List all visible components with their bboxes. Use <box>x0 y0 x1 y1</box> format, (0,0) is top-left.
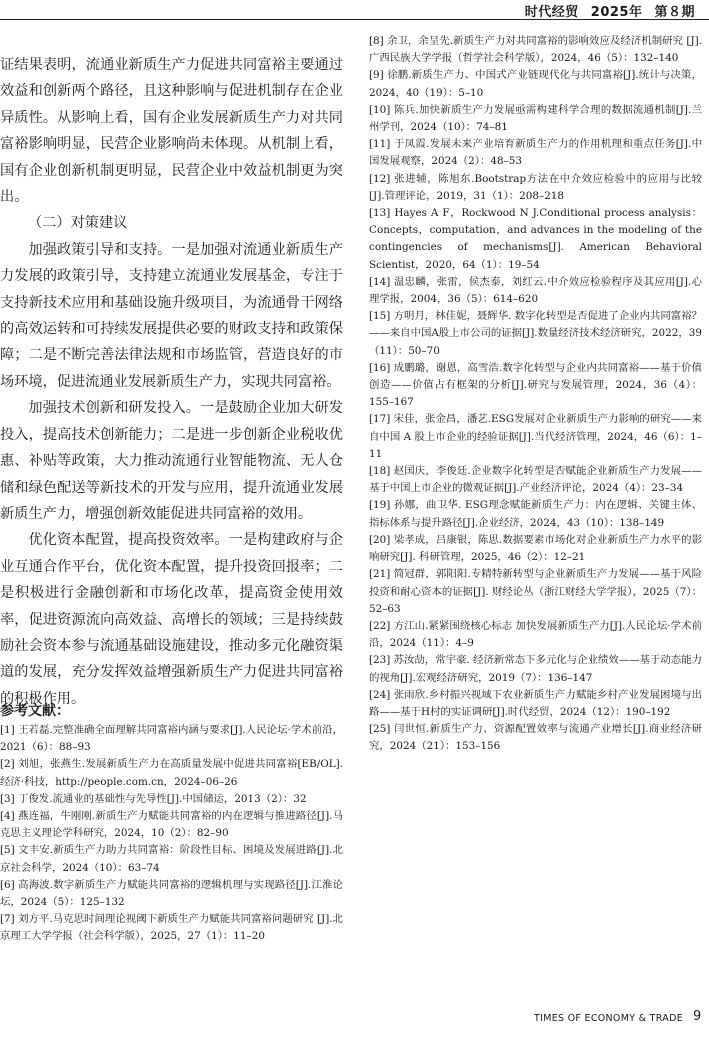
section-subheading: （二）对策建议 <box>28 215 128 232</box>
reference-item: [15] 方明月，林佳妮，聂辉华. 数字化转型是否促进了企业内共同富裕？——来自中国A股上市公司的证据[J].数量经济技术经济研究，2022，39（11）：50–70 <box>369 310 702 357</box>
journal-year: 2025年 <box>590 5 643 20</box>
reference-item: [9] 徐鹏.新质生产力、中国式产业链现代化与共同富裕[J].统计与决策，2024，40（19）：5–10 <box>369 69 702 99</box>
reference-item: [25] 闫世恒.新质生产力、资源配置效率与流通产业增长[J].商业经济研究，2024（21）：153–156 <box>369 723 702 753</box>
reference-item: [4] 燕连福，牛刚刚.新质生产力赋能共同富裕的内在逻辑与推进路径[J].马克思主义理论学科研究，2024，10（2）：82–90 <box>0 810 343 840</box>
reference-item: [6] 高海波.数字新质生产力赋能共同富裕的逻辑机理与实现路径[J].江淮论坛，2024（5）：125–132 <box>0 878 343 909</box>
reference-item: [3] 丁俊发.流通业的基础性与先导性[J].中国储运，2013（2）：32 <box>0 792 307 805</box>
body-paragraph-2: 加强政策引导和支持。一是加强对流通业新质生产力发展的政策引导，支持建立流通业发展基金，专注于支持新技术应用和基础设施升级项目，为流通骨干网络的高效运转和可持续发展提供必要的财政支持和政策保障；二是不断完善法律法规和市场监管，营造良好的市场环境，促进流通业发展新质生产力，实现共同富裕。 <box>0 241 343 390</box>
journal-header <box>513 1 695 20</box>
reference-item: [10] 陈兵.加快新质生产力发展亟需构建科学合理的数据流通机制[J].兰州学刊，2024（10）：74–81 <box>369 103 702 134</box>
left-column <box>0 52 353 712</box>
page-header <box>0 0 709 20</box>
reference-item: [16] 成鹏璐，谢恩，高雪浩.数字化转型与企业内共同富裕——基于价值创造——价值占有框架的分析[J].研究与发展管理，2024，36（4）：155–167 <box>369 361 702 409</box>
reference-item: [14] 温忠麟，张雷，侯杰泰，刘红云.中介效应检验程序及其应用[J].心理学报，2004，36（5）：614–620 <box>369 275 702 306</box>
reference-item: [23] 苏汝劼，常宇豪. 经济新常态下多元化与企业绩效——基于动态能力的视角[J].宏观经济研究，2019（7）：136–147 <box>369 654 702 684</box>
reference-item: [7] 刘方平.马克思时间理论视阈下新质生产力赋能共同富裕问题研究 [J].北京理工大学学报（社会科学版），2025，27（1）：11–20 <box>0 913 343 943</box>
reference-item: [24] 张雨欣.乡村振兴视域下农业新质生产力赋能乡村产业发展困境与出路——基于H村的实证调研[J].时代经贸，2024（12）：190–192 <box>369 688 702 718</box>
journal-issue: 第８期 <box>654 5 695 20</box>
reference-item: [20] 梁孝成，吕康银，陈思.数据要素市场化对企业新质生产力水平的影响研究[J]. 科研管理，2025，46（2）：12–21 <box>369 533 702 564</box>
journal-name: 时代经贸 <box>524 5 579 20</box>
reference-item: [13] Hayes A F，Rockwood N J.Conditional process analysis：Concepts，computation，and advances in the modeling of the contingencies of mechanisms[J]. American Behavioral Scientist，2020，64（1）：19–54 <box>369 207 702 271</box>
body-paragraph-4: 优化资本配置，提高投资效率。一是构建政府与企业互通合作平台，优化资本配置，提升投资回报率；二是积极进行金融创新和市场化改革，提高资金使用效率，促进资源流向高效益、高增长的领域；三是持续鼓励社会资本参与流通基础设施建设，推动多元化融资渠道的发展，充分发挥效益增强新质生产力促进共同富裕的积极作用。 <box>0 532 343 707</box>
reference-item: [2] 刘旭，张燕生.发展新质生产力在高质量发展中促进共同富裕[EB/OL].经济·科技，http://people.com.cn，2024–06–26 <box>0 758 343 788</box>
reference-item: [22] 方江山.紧紧围绕核心标志 加快发展新质生产力[J].人民论坛·学术前沿，2024（11）：4–9 <box>369 619 702 650</box>
reference-item: [5] 文丰安.新质生产力助力共同富裕：阶段性目标、困境及发展进路[J].北京社会科学，2024（10）：63–74 <box>0 844 343 874</box>
reference-item: [19] 孙娜，曲卫华. ESG理念赋能新质生产力：内在逻辑、关键主体、指标体系与提升路径[J].企业经济，2024，43（10）：138–149 <box>369 499 702 529</box>
body-paragraph-1: 证结果表明，流通业新质生产力促进共同富裕主要通过效益和创新两个路径，且这种影响与促进机制存在企业异质性。从影响上看，国有企业发展新质生产力对共同富裕影响明显，民营企业影响尚未体现。从机制上看，国有企业创新机制更明显，民营企业中效益机制更为突出。 <box>0 57 343 206</box>
reference-item: [12] 张进辅，陈旭东.Bootstrap方法在中介效应检验中的应用与比较[J].管理评论，2019，31（1）：208–218 <box>369 172 702 202</box>
references-right <box>369 33 702 756</box>
body-paragraph-3: 加强技术创新和研发投入。一是鼓励企业加大研发投入，提高技术创新能力；二是进一步创新企业税收优惠、补贴等政策，大力推动流通行业智能物流、无人仓储和绿色配送等新技术的开发与应用，提升流通业发展新质生产力，增强创新效能促进共同富裕的效用。 <box>0 400 343 522</box>
reference-item: [11] 于凤霞.发展未来产业培育新质生产力的作用机理和重点任务[J].中国发展观察，2024（2）：48–53 <box>369 138 702 168</box>
references-title: 参考文献： <box>0 703 70 719</box>
reference-item: [17] 宋佳，张金昌，潘艺.ESG发展对企业新质生产力影响的研究——来自中国 A 股上市企业的经验证据[J].当代经济管理，2024，46（6）：1–11 <box>369 413 702 460</box>
references-left <box>0 722 343 946</box>
page-number: 9 <box>693 1009 702 1024</box>
reference-item: [1] 王若磊.完整准确全面理解共同富裕内涵与要求[J].人民论坛·学术前沿，2021（6）：88–93 <box>0 724 343 754</box>
footer-journal-brand: TIMES OF ECONOMY & TRADE <box>534 1013 683 1024</box>
reference-item: [8] 余卫，余呈先.新质生产力对共同富裕的影响效应及经济机制研究 [J].广西民族大学学报（哲学社会科学版），2024，46（5）：132–140 <box>369 35 702 65</box>
reference-item: [21] 简冠群，郭阳阳.专精特新转型与企业新质生产力发展——基于风险投资和耐心资本的证据[J]. 财经论丛（浙江财经大学学报），2025（7）：52–63 <box>369 568 702 615</box>
reference-item: [18] 赵国庆，李俊廷.企业数字化转型是否赋能企业新质生产力发展——基于中国上市企业的微观证据[J].产业经济评论，2024（4）：23–34 <box>369 465 702 495</box>
